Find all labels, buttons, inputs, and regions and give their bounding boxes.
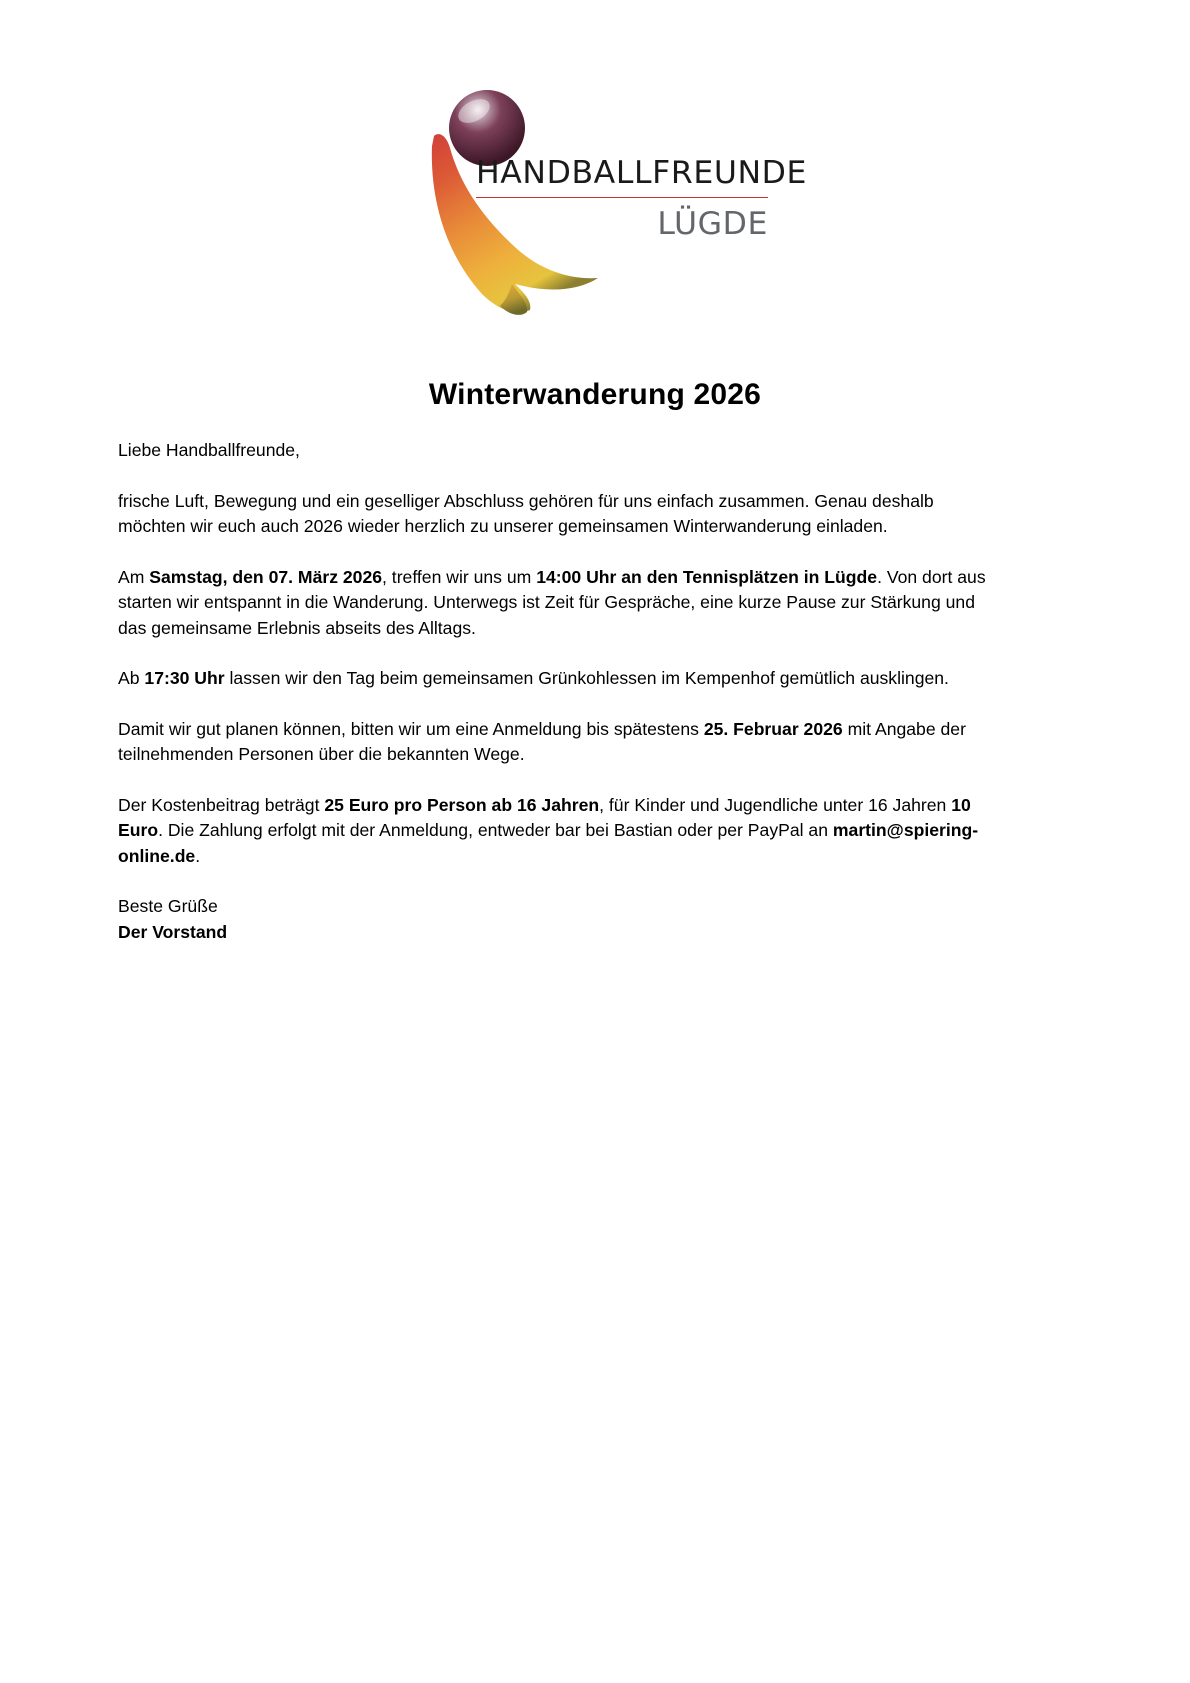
paragraph-cost <box>118 793 998 870</box>
cost-mid: , für Kinder und Jugendliche unter 16 Jahren <box>599 794 952 815</box>
letter-body <box>118 438 998 945</box>
dinner-prefix: Ab <box>118 668 145 688</box>
cost-period: . <box>195 845 201 866</box>
intro-text: frische Luft, Bewegung und ein geselliger Abschluss gehören für uns einfach zusammen. Genau deshalb möchten wir euch auch 2026 wieder herzlich zu unserer gemeinsamen Winterwanderung einladen. <box>118 490 934 536</box>
registration-deadline: 25. Februar 2026 <box>703 718 843 739</box>
cost-child: 10 Euro <box>118 794 971 840</box>
meeting-mid: , treffen wir uns um <box>382 566 537 587</box>
cost-payment: . Die Zahlung erfolgt mit der Anmeldung, entweder bar bei Bastian oder per PayPal an <box>158 820 833 840</box>
salutation <box>118 438 998 464</box>
paragraph-dinner <box>118 666 998 692</box>
paragraph-intro <box>118 489 998 540</box>
salutation-text: Liebe Handballfreunde, <box>118 440 300 460</box>
meeting-date: Samstag, den 07. März 2026 <box>149 566 383 587</box>
page-title: Winterwanderung 2026 <box>428 378 762 412</box>
closing <box>118 894 998 945</box>
closing-signature: Der Vorstand <box>118 921 228 942</box>
logo-city: LÜGDE <box>657 206 768 243</box>
meeting-time-place: 14:00 Uhr an den Tennisplätzen in Lügde <box>536 566 878 587</box>
dinner-time: 17:30 Uhr <box>144 668 225 688</box>
club-logo <box>0 88 1190 323</box>
cost-adult: 25 Euro pro Person ab 16 Jahren <box>324 794 600 815</box>
cost-prefix: Der Kostenbeitrag beträgt <box>118 794 325 815</box>
closing-greeting: Beste Grüße <box>118 896 218 916</box>
registration-prefix: Damit wir gut planen können, bitten wir um eine Anmeldung bis spätestens <box>118 718 704 739</box>
registration-suffix: mit Angabe der teilnehmenden Personen über die bekannten Wege. <box>118 718 966 764</box>
dinner-suffix: lassen wir den Tag beim gemeinsamen Grünkohlessen im Kempenhof gemütlich ausklingen. <box>224 668 949 688</box>
logo-wordmark: HANDBALLFREUNDE <box>476 155 807 191</box>
meeting-suffix: . Von dort aus starten wir entspannt in die Wanderung. Unterwegs ist Zeit für Gespräche, eine kurze Pause zur Stärkung und das gemeinsame Erlebnis abseits des Alltags. <box>118 566 986 638</box>
paragraph-meeting <box>118 565 998 642</box>
contact-email: martin@spiering-online.de <box>118 820 979 866</box>
logo-divider <box>476 197 768 199</box>
paragraph-registration <box>118 717 998 768</box>
meeting-prefix: Am <box>118 566 150 587</box>
